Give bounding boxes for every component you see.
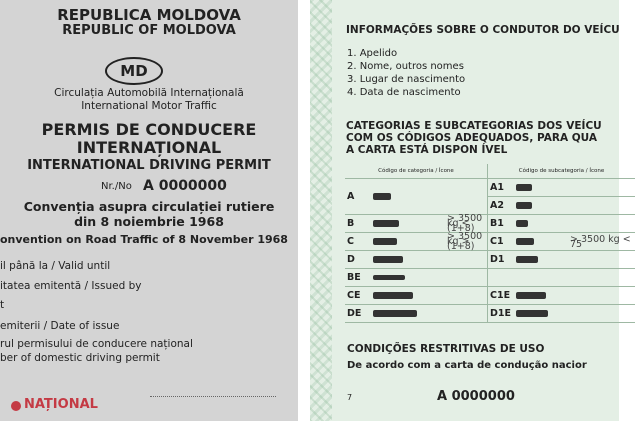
table-header-row [345, 164, 635, 179]
cat-note: > 3500 kg < (1+8) [445, 215, 488, 233]
cat-note: > 3500 kg > (1+8) [445, 233, 488, 251]
minibus-icon [514, 251, 568, 269]
field-issued-by: itatea emitentă / Issued by [0, 280, 142, 292]
permit-cover-page [0, 0, 298, 421]
motorcycle-icon [514, 197, 568, 215]
convention-ro-1: Convenția asupra circulației rutiere [23, 199, 275, 214]
cat-code: DE [345, 305, 371, 323]
field-domestic-permit-ro: rul permisului de conducere național [0, 338, 193, 350]
footer-permit-number: A 0000000 [437, 389, 515, 404]
cat-code: BE [345, 269, 371, 287]
table-row [345, 251, 635, 269]
permit-title-en: INTERNATIONAL DRIVING PERMIT [27, 158, 271, 173]
categories-title-2: COM OS CÓDIGOS ADEQUADOS, PARA QUA [346, 132, 597, 144]
field-date-of-issue: emiterii / Date of issue [0, 320, 120, 332]
traffic-label-en: International Motor Traffic [81, 100, 217, 112]
signature-line [150, 396, 276, 397]
permit-title-ro-2: INTERNAȚIONAL [76, 138, 222, 157]
table-row [345, 233, 635, 251]
subcat-code: C1 [488, 233, 515, 251]
categories-title-1: CATEGORIAS E SUBCATEGORIAS DOS VEÍCU [346, 120, 602, 132]
subcat-code: A2 [488, 197, 515, 215]
country-name-en: REPUBLIC OF MOLDOVA [62, 23, 236, 38]
convention-en: onvention on Road Traffic of 8 November 1968 [0, 233, 288, 246]
md-emblem-icon: MD [105, 57, 163, 85]
field-birthplace: 3. Lugar de nascimento [347, 74, 466, 85]
subcat-code: B1 [488, 215, 515, 233]
car-icon [371, 215, 445, 233]
truck-trailer-icon [371, 287, 445, 305]
subcat-code: D1E [488, 305, 515, 323]
footer-field-number: 7 [347, 393, 353, 402]
cat-code: CE [345, 287, 371, 305]
restrictions-text: De acordo com a carta de condução nacior [347, 360, 587, 371]
col-header-category: Código de categoria / Ícone [345, 164, 488, 179]
col-header-subcategory: Código de subcategoria / Ícone [488, 164, 635, 179]
traffic-label-ro: Circulația Automobilă Internațională [54, 87, 244, 99]
subcat-code: A1 [488, 179, 515, 197]
category-table-clip [310, 0, 631, 421]
field-birthdate: 4. Data de nascimento [347, 87, 461, 98]
watermark-national: NAȚIONAL [24, 397, 98, 412]
restrictions-title: CONDIÇÕES RESTRITIVAS DE USO [347, 343, 545, 355]
national-logo-icon [11, 401, 21, 411]
quadricycle-icon [514, 215, 568, 233]
table-row [345, 179, 635, 197]
bus-icon [371, 251, 445, 269]
motorcycle-icon [514, 179, 568, 197]
cat-code: A [345, 179, 371, 215]
car-trailer-icon [371, 269, 445, 287]
field-fragment: t [0, 299, 5, 311]
field-surname: 1. Apelido [347, 48, 398, 59]
subcat-code: D1 [488, 251, 515, 269]
category-table [345, 164, 635, 323]
cat-code: D [345, 251, 371, 269]
driver-info-header: INFORMAÇÕES SOBRE O CONDUTOR DO VEÍCU [346, 24, 620, 36]
bus-trailer-icon [514, 305, 568, 323]
convention-ro-2: din 8 noiembrie 1968 [74, 214, 224, 229]
truck-icon [371, 233, 445, 251]
field-names: 2. Nome, outros nomes [347, 61, 464, 72]
table-row [345, 305, 635, 323]
country-name-ro: REPUBLICA MOLDOVA [57, 6, 241, 24]
subcat-note: > 3500 kg < 75 [568, 233, 635, 251]
field-domestic-permit-en: ber of domestic driving permit [0, 352, 160, 364]
cat-code: B [345, 215, 371, 233]
table-row [345, 287, 635, 305]
bus-trailer-icon [371, 305, 445, 323]
field-valid-until: il până la / Valid until [0, 260, 111, 272]
number-label: Nr./No [101, 181, 132, 192]
subcat-code: C1E [488, 287, 515, 305]
permit-number: A 0000000 [143, 178, 227, 194]
truck-trailer-icon [514, 287, 568, 305]
table-row [345, 269, 635, 287]
cat-code: C [345, 233, 371, 251]
motorcycle-icon [371, 179, 445, 215]
permit-title-ro-1: PERMIS DE CONDUCERE [41, 120, 257, 139]
table-row [345, 215, 635, 233]
truck-icon [514, 233, 568, 251]
page-gap [298, 0, 310, 421]
categories-title-3: A CARTA ESTÁ DISPON ÍVEL [346, 144, 508, 156]
